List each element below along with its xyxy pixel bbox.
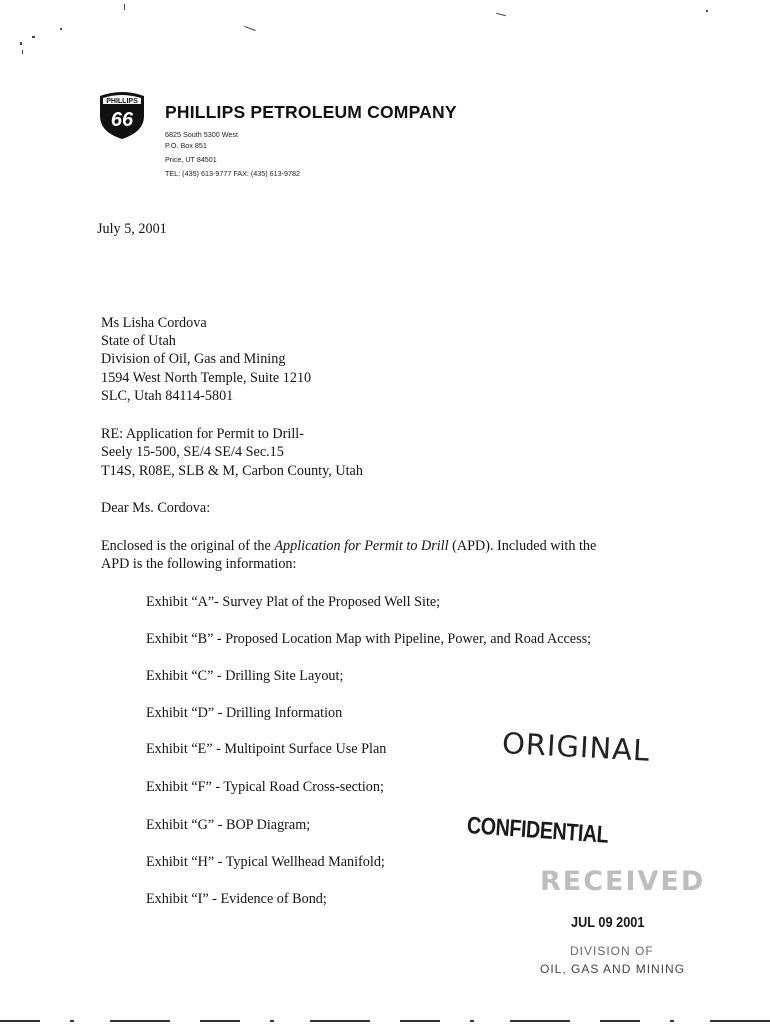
salutation: Dear Ms. Cordova:	[101, 500, 211, 516]
exhibit-item: Exhibit “E” - Multipoint Surface Use Plan	[146, 741, 387, 757]
phillips-66-shield-logo	[94, 90, 150, 140]
exhibit-item: Exhibit “A”- Survey Plat of the Proposed Well Site;	[146, 594, 441, 610]
scan-speck	[706, 10, 708, 12]
received-stamp: RECEIVED	[540, 866, 706, 897]
exhibit-item: Exhibit “F” - Typical Road Cross-section;	[146, 779, 384, 795]
scan-speck	[32, 36, 35, 38]
scan-bottom-edge	[0, 1020, 770, 1022]
re-line: RE: Application for Permit to Drill-	[101, 426, 304, 442]
intro-text: Enclosed is the original of the	[101, 538, 275, 554]
recipient-line: SLC, Utah 84114-5801	[101, 388, 234, 404]
address-line: 6825 South 5300 West	[165, 130, 238, 139]
exhibit-item: Exhibit “B” - Proposed Location Map with Pipeline, Power, and Road Access;	[146, 631, 592, 647]
scan-speck	[244, 26, 256, 31]
exhibit-item: Exhibit “D” - Drilling Information	[146, 705, 343, 721]
scan-speck	[60, 28, 62, 30]
phone-fax-line: TEL: (435) 613-9777 FAX: (435) 613-9782	[165, 169, 301, 178]
apd-title: Application for Permit to Drill	[274, 538, 449, 554]
intro-paragraph-line	[101, 539, 596, 553]
exhibit-item: Exhibit “I” - Evidence of Bond;	[146, 891, 327, 907]
scan-speck	[22, 50, 23, 54]
re-line: Seely 15-500, SE/4 SE/4 Sec.15	[101, 444, 284, 460]
recipient-line: Division of Oil, Gas and Mining	[101, 351, 286, 367]
svg-text:66: 66	[110, 109, 134, 131]
address-line: Price, UT 84501	[165, 155, 217, 164]
confidential-stamp: CONFIDENTIAL	[466, 812, 610, 849]
recipient-line: State of Utah	[101, 333, 176, 349]
letter-date: July 5, 2001	[97, 221, 167, 237]
intro-text: (APD). Included with the	[448, 538, 597, 554]
division-stamp-line: DIVISION OF	[570, 944, 654, 958]
recipient-line: 1594 West North Temple, Suite 1210	[101, 370, 312, 386]
company-name: PHILLIPS PETROLEUM COMPANY	[165, 102, 457, 122]
exhibit-item: Exhibit “H” - Typical Wellhead Manifold;	[146, 854, 385, 870]
original-stamp: ORIGINAL	[501, 726, 652, 768]
re-line: T14S, R08E, SLB & M, Carbon County, Utah	[101, 463, 363, 479]
svg-text:PHILLIPS: PHILLIPS	[106, 98, 138, 105]
exhibit-item: Exhibit “G” - BOP Diagram;	[146, 817, 311, 833]
exhibit-item: Exhibit “C” - Drilling Site Layout;	[146, 668, 344, 684]
received-date-stamp: JUL 09 2001	[571, 914, 645, 931]
address-line: P.O. Box 851	[165, 141, 207, 150]
scan-speck	[496, 13, 506, 17]
intro-paragraph-line: APD is the following information:	[101, 556, 297, 572]
division-stamp-line: OIL, GAS AND MINING	[540, 962, 686, 976]
scan-speck	[124, 4, 125, 10]
scan-speck	[20, 42, 22, 45]
recipient-line: Ms Lisha Cordova	[101, 315, 207, 331]
